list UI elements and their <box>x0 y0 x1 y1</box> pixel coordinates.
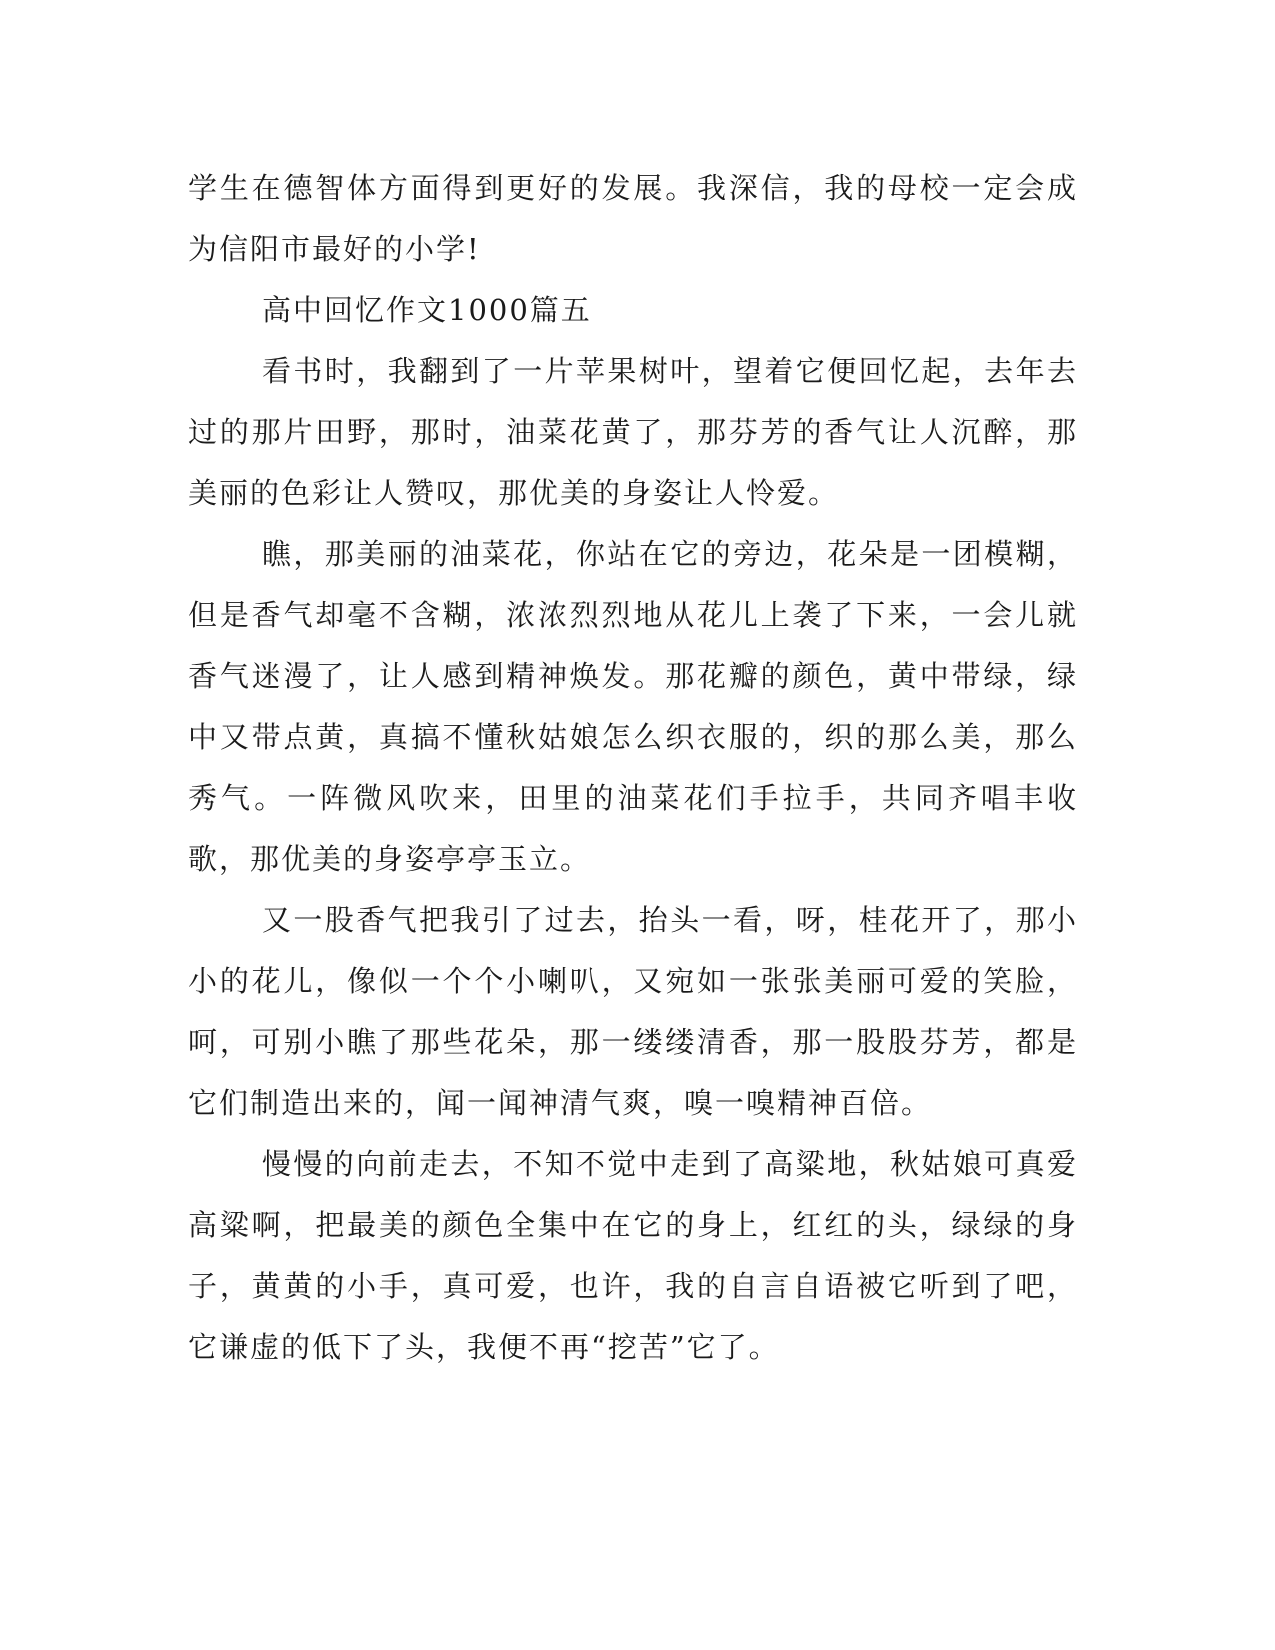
section-heading: 高中回忆作文1000篇五 <box>262 293 592 327</box>
paragraph-1: 看书时，我翻到了一片苹果树叶，望着它便回忆起，去年去过的那片田野，那时，油菜花黄了，那芬芳的香气让人沉醉，那美丽的色彩让人赞叹，那优美的身姿让人怜爱。 <box>188 354 1078 510</box>
paragraph-continued: 学生在德智体方面得到更好的发展。我深信，我的母校一定会成为信阳市最好的小学! <box>188 171 1078 266</box>
paragraph-3: 又一股香气把我引了过去，抬头一看，呀，桂花开了，那小小的花儿，像似一个个小喇叭，又宛如一张张美丽可爱的笑脸，呵，可别小瞧了那些花朵，那一缕缕清香，那一股股芬芳，都是它们制造出来的，闻一闻神清气爽，嗅一嗅精神百倍。 <box>188 903 1078 1120</box>
paragraph-2: 瞧，那美丽的油菜花，你站在它的旁边，花朵是一团模糊，但是香气却毫不含糊，浓浓烈烈地从花儿上袭了下来，一会儿就香气迷漫了，让人感到精神焕发。那花瓣的颜色，黄中带绿，绿中又带点黄，真搞不懂秋姑娘怎么织衣服的，织的那么美，那么秀气。一阵微风吹来，田里的油菜花们手拉手，共同齐唱丰收歌，那优美的身姿亭亭玉立。 <box>188 537 1078 876</box>
document-body <box>188 158 1078 1378</box>
paragraph-4: 慢慢的向前走去，不知不觉中走到了高粱地，秋姑娘可真爱高粱啊，把最美的颜色全集中在它的身上，红红的头，绿绿的身子，黄黄的小手，真可爱，也许，我的自言自语被它听到了吧，它谦虚的低下了头，我便不再“挖苦”它了。 <box>188 1147 1078 1364</box>
